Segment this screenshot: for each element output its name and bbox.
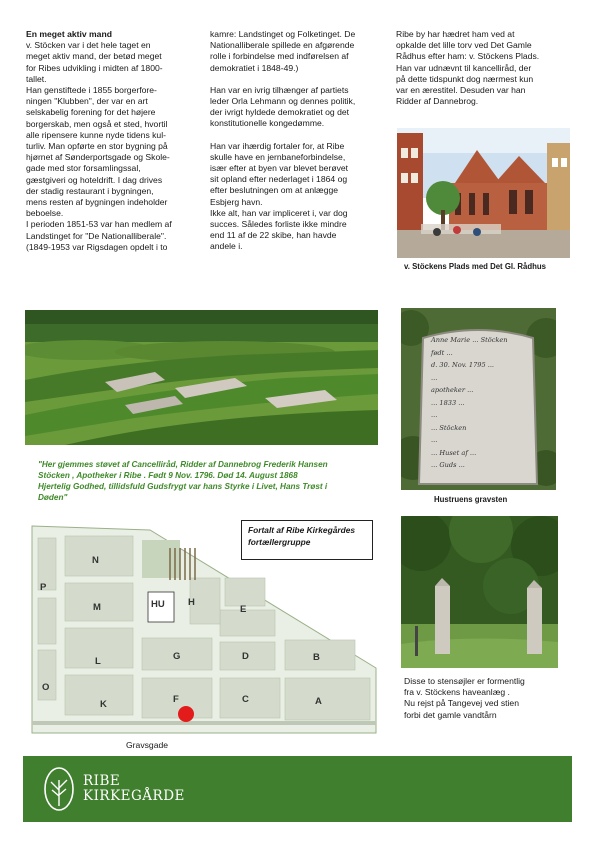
map-section-label: M <box>93 602 101 613</box>
map-section-label: H <box>188 597 195 608</box>
stone-pillars-photo <box>401 516 558 668</box>
plaza-caption: v. Stöckens Plads med Det Gl. Rådhus <box>404 262 546 271</box>
logo-line-1: RIBE <box>83 773 121 789</box>
map-section-label: D <box>242 651 249 662</box>
column-3 <box>396 29 571 107</box>
map-section-label: G <box>173 651 181 662</box>
column-3-text: Ribe by har hædret ham ved at opkalde det lille torv ved Det Gamle Rådhus efter ham: v. Stöckens Plads. Han var udnævnt til kancelliråd, der på dette tidspunkt dog nærmest kun var en ærestitel. Desuden var han Ridder af Dannebrog. <box>396 29 540 107</box>
section-heading: En meget aktiv mand <box>26 29 112 39</box>
inscription-line: ... Stöcken <box>431 423 467 432</box>
column-1-text: v. Stöcken var i det hele taget en meget aktiv mand, der betød meget for Ribes udvikling i midten af 1800- tallet. Han genstiftede i 1855 borgerfore- ningen "Klubben", der var en art selskabelig forening for det højere borgerskab, men også et sted, hvortil alle ripensere kunne nyde tidens kul- turliv. Man opførte en stor bygning på hjørnet af Sønderportsgade og Skole- gade med stor forsamlingssal, gæstgiveri og hoteldrift. I dag drives der stadig restaurant i bygningen, mens resten af bygningen indeholder beboelse. I perioden 1851-53 var han medlem af Landstinget for "De Nationalliberale". (1849-1953 var Rigsdagen opdelt i to <box>26 40 172 252</box>
plaza-photo <box>397 128 570 258</box>
column-2-text-2: Han var en ivrig tilhænger af partiets leder Orla Lehmann og dennes politik, der ivrigt hyldede demokratiet og det konstitutionelle kongedømme. <box>210 84 356 129</box>
inscription-line: Anne Marie ... Stöcken <box>431 336 508 344</box>
logo-line-2: KIRKEGÅRDE <box>83 788 185 804</box>
map-section-label: L <box>95 656 101 667</box>
map-section-label: B <box>313 652 320 663</box>
map-title-box <box>241 520 373 560</box>
map-section-label: O <box>42 682 50 693</box>
map-street-label: Gravsgade <box>126 740 169 750</box>
column-1 <box>26 29 198 253</box>
cemetery-photo <box>25 310 378 445</box>
stones-caption: Disse to stensøjler er formentlig fra v. Stöckens haveanlæg . Nu rejst på Tangevej ved stien forbi det gamle vandtårn <box>404 676 525 720</box>
tree-logo-icon <box>43 766 75 812</box>
map-section-label: E <box>240 604 247 615</box>
inscription-line: d. 30. Nov. 1795 ... <box>431 361 495 369</box>
inscription-line: ... Huset af ... <box>431 448 477 457</box>
gravestone-inscription <box>431 334 531 472</box>
column-2-text-3: Han var ihærdig fortaler for, at Ribe skulle have en jernbaneforbindelse, især efter at byen var blevet berøvet sit opland efter nederlaget i 1864 og efter beslutningen om at anlægge Esbjerg havn. Ikke alt, han var impliceret i, var dog succes. Således forliste ikke mindre end 11 af de 22 skibe, han havde andele i. <box>210 140 349 252</box>
inscription-line: født ... <box>431 348 453 357</box>
wife-grave-caption: Hustruens gravsten <box>434 495 508 504</box>
map-section-label: F <box>173 694 179 705</box>
grave-location-marker <box>178 706 194 722</box>
column-2-text-1: kamre: Landstinget og Folketinget. De Nationalliberale spillede en afgørende rolle i forbindelse med indførelsen af demokratiet i 1848-49.) <box>210 29 356 73</box>
inscription-line: ... <box>431 411 438 419</box>
map-section-label: HU <box>151 599 165 610</box>
column-2 <box>210 29 390 253</box>
gravestone-photo <box>401 308 556 490</box>
map-section-label: K <box>100 699 107 710</box>
footer-logo-text <box>83 774 185 804</box>
epitaph-quote: "Her gjemmes støvet af Cancelliråd, Ridder af Dannebrog Frederik Hansen Stöcken , Apotheker i Ribe . Født 9 Nov. 1796. Død 14. August 1868 Hjertelig Godhed, tillidsfuld Gudsfrygt var hans Styrke i Livet, Hans Trøst i Døden" <box>38 460 328 502</box>
inscription-line: ... Guds ... <box>431 461 465 469</box>
inscription-line: ... <box>431 436 438 444</box>
map-section-label: C <box>242 694 249 705</box>
map-section-label: A <box>315 696 322 707</box>
inscription-line: apotheker ... <box>431 386 474 394</box>
inscription-line: ... 1833 ... <box>431 398 465 407</box>
map-section-label: N <box>92 555 99 566</box>
footer-banner <box>23 756 572 822</box>
map-title: Fortalt af Ribe Kirkegårdes fortællergruppe <box>248 525 356 547</box>
inscription-line: ... <box>431 373 438 382</box>
map-section-label: P <box>40 582 47 593</box>
